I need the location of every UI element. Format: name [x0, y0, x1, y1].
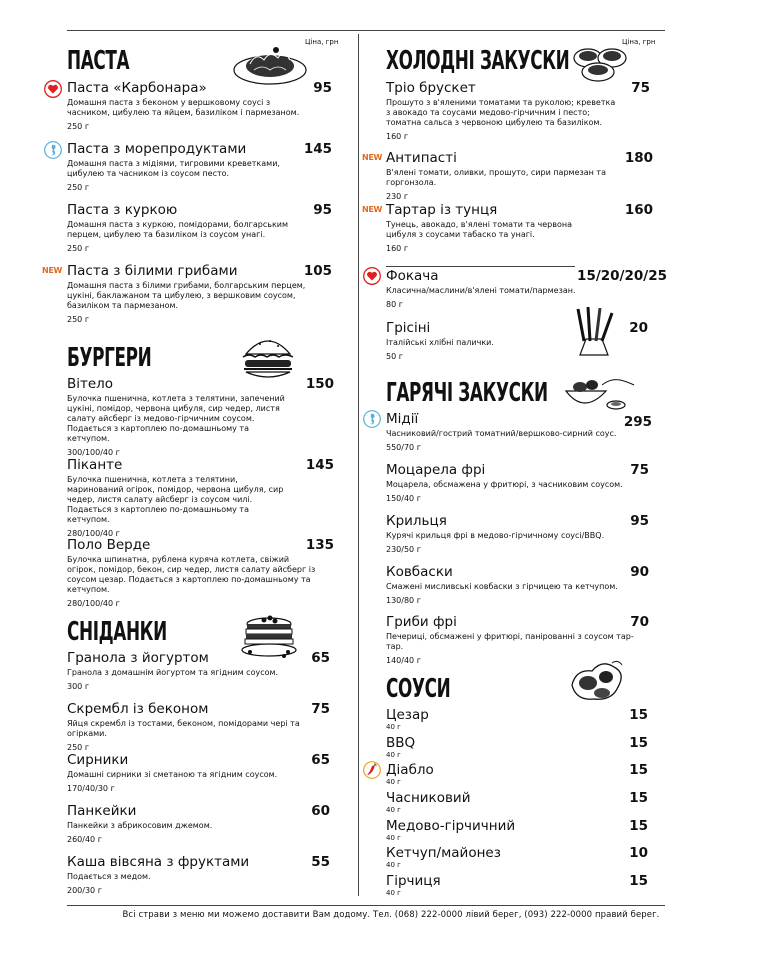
item-price: 15/20/20/25: [577, 268, 667, 284]
item-desc: Булочка пшенична, котлета з телятини, запечений цукіні, помідор, червона цибуля, сир чедер, листя салату айсберг із медово-гірчичним соусом. Подається з картоплею по-домашньому та кетчупом.: [67, 394, 285, 443]
menu-item: [67, 263, 332, 325]
item-desc: Гранола з домашнім йогуртом та ягідним соусом.: [67, 668, 279, 677]
item-desc: Тунець, авокадо, в'ялені томати та червона цибуля з соусами табаско та унагі.: [386, 220, 573, 239]
item-name: Паста «Карбонара»: [67, 80, 207, 96]
bruschetta-illustration: [568, 42, 630, 84]
menu-item: [67, 80, 332, 132]
item-name: Моцарела фрі: [386, 462, 486, 478]
item-desc: Подається з медом.: [67, 872, 151, 881]
menu-item: [67, 537, 334, 609]
menu-item: [386, 513, 649, 555]
item-desc: Булочка шпинатна, рублена куряча котлета, свіжий огірок, помідор, бекон, сир чедер, листя салату айсберг із соусом цезар. Подається з картоплею по-домашньому та кетчупом.: [67, 555, 316, 594]
item-weight: 300 г: [67, 682, 90, 691]
delivery-footer: Всі страви з меню ми можемо доставити Вам додому. Тел. (068) 222-0000 лівий берег, (093) 222-0000 правий берег.: [122, 910, 660, 920]
item-weight: 50 г: [386, 352, 403, 361]
item-weight: 160 г: [386, 132, 409, 141]
menu-item: [386, 462, 649, 504]
item-price: 15: [629, 873, 648, 889]
grissini-illustration: [572, 305, 616, 357]
item-price: 95: [630, 513, 649, 529]
item-price: 135: [305, 537, 334, 553]
price-header-left: Ціна, грн: [305, 38, 339, 46]
menu-item: [67, 141, 332, 193]
heart-icon: [363, 267, 381, 285]
item-desc: Булочка пшенична, котлета з телятини, маринований огірок, помідор, червона цибуля, сир чедер, листя салату айсберг із соусом чилі. Подається з картоплею по-домашньому та кетчупом.: [67, 475, 284, 524]
item-desc: Яйця скрембл із тостами, беконом, помідорами чері та огірками.: [67, 719, 300, 738]
menu-item: [386, 202, 653, 254]
item-weight: 250 г: [67, 244, 90, 253]
sauce-item: [386, 735, 648, 759]
section-title-sauces: СОУСИ: [386, 674, 451, 704]
menu-item: [67, 701, 330, 753]
sauce-item: [386, 762, 648, 786]
item-name: Часниковий: [386, 790, 471, 806]
item-price: 145: [303, 141, 332, 157]
item-name: Паста з куркою: [67, 202, 178, 218]
item-name: Вітело: [67, 376, 114, 392]
item-price: 15: [629, 818, 648, 834]
new-badge: NEW: [42, 266, 63, 275]
item-name: Панкейки: [67, 803, 137, 819]
item-name: Каша вівсяна з фруктами: [67, 854, 250, 870]
item-weight: 160 г: [386, 244, 409, 253]
bread-divider: [386, 266, 575, 267]
menu-item: [386, 150, 653, 202]
heart-icon: [44, 80, 62, 98]
menu-item: [67, 854, 330, 896]
item-price: 150: [305, 376, 334, 392]
item-weight: 40 г: [386, 861, 401, 869]
item-desc: Домашня паста з мідіями, тигровими креветками, цибулею та часником із соусом песто.: [67, 159, 280, 178]
sauce-item: [386, 707, 648, 731]
section-title-breakfast: СНІДАНКИ: [67, 617, 167, 647]
item-desc: Прошуто з в'яленими томатами та руколою; креветка з авокадо та соусами медово-гірчичним і песто; томатна сальса з червоною цибулею та базиліком.: [386, 98, 616, 127]
menu-item: [386, 80, 650, 142]
item-name: Цезар: [386, 707, 429, 723]
column-divider: [358, 34, 359, 896]
appetizer-bowl-illustration: [562, 375, 636, 415]
item-name: Сирники: [67, 752, 129, 768]
item-weight: 230 г: [386, 192, 409, 201]
menu-item: [67, 202, 332, 254]
item-weight: 80 г: [386, 300, 403, 309]
item-desc: Печериці, обсмажені у фритюрі, панірованні з соусом тар-тар.: [386, 632, 634, 651]
item-weight: 40 г: [386, 751, 401, 759]
item-desc: Панкейки з абрикосовим джемом.: [67, 821, 213, 830]
burger-illustration: [240, 332, 296, 382]
item-desc: Домашня паста з куркою, помідорами, болгарським перцем, цибулею та базиліком із соусом унагі.: [67, 220, 289, 239]
item-name: Паста з морепродуктами: [67, 141, 247, 157]
item-desc: Класична/маслини/в'ялені томати/пармезан.: [386, 286, 576, 295]
item-weight: 250 г: [67, 122, 90, 131]
item-weight: 40 г: [386, 806, 401, 814]
item-price: 15: [629, 735, 648, 751]
menu-item: [386, 268, 667, 310]
item-price: 15: [629, 707, 648, 723]
item-weight: 150/40 г: [386, 494, 421, 503]
new-badge: NEW: [362, 205, 383, 214]
item-desc: Часниковий/гострий томатний/вершково-сирний соус.: [386, 429, 617, 438]
item-name: Скрембл із беконом: [67, 701, 209, 717]
item-weight: 260/40 г: [67, 835, 102, 844]
item-name: Грісіні: [386, 320, 431, 336]
item-desc: Смажені мисливські ковбаски з гірчицею та кетчупом.: [386, 582, 618, 591]
item-name: Паста з білими грибами: [67, 263, 238, 279]
item-desc: Домашні сирники зі сметаною та ягідним соусом.: [67, 770, 278, 779]
item-name: Кетчуп/майонез: [386, 845, 501, 861]
item-name: Крильця: [386, 513, 447, 529]
item-weight: 250 г: [67, 315, 90, 324]
item-name: Антипасті: [386, 150, 457, 166]
sauce-item: [386, 818, 648, 842]
menu-item: [67, 803, 330, 845]
menu-item: [386, 411, 652, 453]
item-price: 75: [311, 701, 330, 717]
sauce-item: [386, 845, 648, 869]
item-weight: 40 г: [386, 723, 401, 731]
section-title-pasta: ПАСТА: [67, 46, 130, 76]
item-name: Гірчиця: [386, 873, 441, 889]
item-name: Піканте: [67, 457, 123, 473]
item-price: 70: [630, 614, 649, 630]
menu-item: [67, 752, 330, 794]
item-price: 15: [629, 762, 648, 778]
item-desc: В'ялені томати, оливки, прошуто, сири пармезан та горгонзола.: [386, 168, 606, 187]
sauce-item: [386, 873, 648, 897]
top-divider: [67, 30, 665, 31]
item-price: 105: [303, 263, 332, 279]
item-price: 295: [623, 414, 652, 430]
bottom-divider: [67, 905, 665, 906]
item-desc: Курячі крильця фрі в медово-гірчичному соусі/BBQ.: [386, 531, 605, 540]
item-weight: 550/70 г: [386, 443, 421, 452]
item-weight: 140/40 г: [386, 656, 421, 665]
item-weight: 280/100/40 г: [67, 599, 120, 608]
item-weight: 40 г: [386, 834, 401, 842]
new-badge: NEW: [362, 153, 383, 162]
menu-item: [386, 564, 649, 606]
item-weight: 230/50 г: [386, 545, 421, 554]
item-name: Медово-гірчичний: [386, 818, 516, 834]
item-weight: 250 г: [67, 183, 90, 192]
item-price: 55: [311, 854, 330, 870]
item-price: 90: [630, 564, 649, 580]
item-price: 95: [313, 202, 332, 218]
item-name: Ковбаски: [386, 564, 453, 580]
item-name: Тріо брускет: [386, 80, 476, 96]
menu-item: [67, 457, 334, 539]
item-price: 15: [629, 790, 648, 806]
menu-item: [67, 376, 334, 458]
item-desc: Домашня паста з білими грибами, болгарським перцем, цукіні, баклажаном та цибулею, з вершковим соусом, базиліком та пармезаном.: [67, 281, 306, 310]
seahorse-icon: [44, 141, 62, 159]
chili-icon: [363, 761, 381, 779]
price-header-right: Ціна, грн: [622, 38, 656, 46]
item-weight: 280/100/40 г: [67, 529, 120, 538]
item-price: 65: [311, 752, 330, 768]
item-name: Гриби фрі: [386, 614, 457, 630]
item-desc: Моцарела, обсмажена у фритюрі, з часниковим соусом.: [386, 480, 623, 489]
item-weight: 130/80 г: [386, 596, 421, 605]
item-name: Діабло: [386, 762, 434, 778]
item-weight: 170/40/30 г: [67, 784, 115, 793]
item-name: Гранола з йогуртом: [67, 650, 209, 666]
section-title-hot-appetizers: ГАРЯЧІ ЗАКУСКИ: [386, 378, 548, 408]
item-price: 145: [305, 457, 334, 473]
item-name: Фокача: [386, 268, 439, 284]
item-price: 75: [631, 80, 650, 96]
item-desc: Італійські хлібні палички.: [386, 338, 494, 347]
item-desc: Домашня паста з беконом у вершковому соусі з часником, цибулею та яйцем, базиліком і пармезаном.: [67, 98, 300, 117]
item-weight: 200/30 г: [67, 886, 102, 895]
item-weight: 40 г: [386, 778, 401, 786]
seahorse-icon: [363, 410, 381, 428]
item-weight: 40 г: [386, 889, 401, 897]
item-weight: 250 г: [67, 743, 90, 752]
item-price: 95: [313, 80, 332, 96]
item-weight: 300/100/40 г: [67, 448, 120, 457]
item-price: 180: [624, 150, 653, 166]
item-price: 60: [311, 803, 330, 819]
item-name: Мідії: [386, 411, 419, 427]
item-price: 10: [629, 845, 648, 861]
item-price: 65: [311, 650, 330, 666]
item-price: 20: [629, 320, 648, 336]
sauce-item: [386, 790, 648, 814]
menu-item: [67, 650, 330, 692]
section-title-burgers: БУРГЕРИ: [67, 343, 152, 373]
item-price: 75: [630, 462, 649, 478]
chicken-wings-illustration: [562, 655, 632, 707]
item-price: 160: [624, 202, 653, 218]
item-name: Тартар із тунця: [386, 202, 498, 218]
item-name: BBQ: [386, 735, 416, 751]
section-title-cold-appetizers: ХОЛОДНІ ЗАКУСКИ: [386, 46, 570, 76]
item-name: Поло Верде: [67, 537, 151, 553]
